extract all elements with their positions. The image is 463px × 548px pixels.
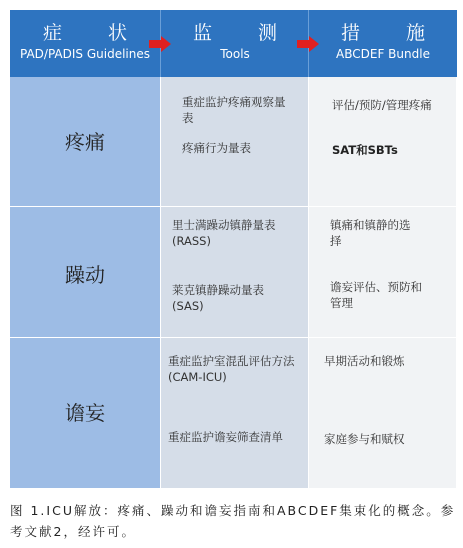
symptom-pain: 疼痛 — [65, 130, 105, 154]
header-tools-en: Tools — [220, 47, 250, 61]
measure-sat-sbt: SAT和SBTs — [332, 143, 398, 157]
header-symptoms — [10, 10, 160, 77]
symptom-delirium: 谵妄 — [65, 401, 105, 425]
tool-cam-icu: 重症监护室混乱评估方法 (CAM-ICU) — [168, 354, 295, 384]
symptom-agitation: 躁动 — [65, 263, 105, 287]
measure-early-mobility: 早期活动和锻炼 — [324, 354, 405, 368]
header-tools-cn: 监 测 — [192, 22, 298, 44]
tool-icdsc: 重症监护谵妄筛查清单 — [168, 430, 283, 444]
row-divider — [10, 206, 456, 207]
header-measures-en: ABCDEF Bundle — [336, 47, 430, 61]
column-divider — [308, 77, 309, 488]
tool-cpot: 重症监护疼痛观察量表 — [182, 95, 286, 125]
tool-sas: 莱克镇静躁动量表(SAS) — [172, 283, 264, 313]
tool-rass: 里士满躁动镇静量表(RASS) — [172, 218, 276, 248]
tool-bps: 疼痛行为量表 — [182, 141, 251, 155]
measure-pain-management: 评估/预防/管理疼痛 — [332, 98, 432, 112]
arrow-right-icon — [149, 36, 171, 52]
column-divider — [160, 77, 161, 488]
row-divider — [10, 337, 456, 338]
measure-family-engagement: 家庭参与和赋权 — [324, 432, 405, 446]
concept-table — [10, 10, 456, 488]
figure-caption: 图 1.ICU解放：疼痛、躁动和谵妄指南和ABCDEF集束化的概念。参考文献2，经许可。 — [10, 503, 456, 539]
header-measures — [308, 10, 457, 77]
measure-delirium-management: 谵妄评估、预防和管理 — [330, 280, 422, 310]
header-tools — [160, 10, 309, 77]
header-symptoms-cn: 症 状 — [42, 22, 148, 44]
header-measures-cn: 措 施 — [340, 22, 446, 44]
arrow-right-icon — [297, 36, 319, 52]
measure-sedation-choice: 镇痛和镇静的选择 — [330, 218, 411, 248]
header-symptoms-en: PAD/PADIS Guidelines — [20, 47, 150, 61]
